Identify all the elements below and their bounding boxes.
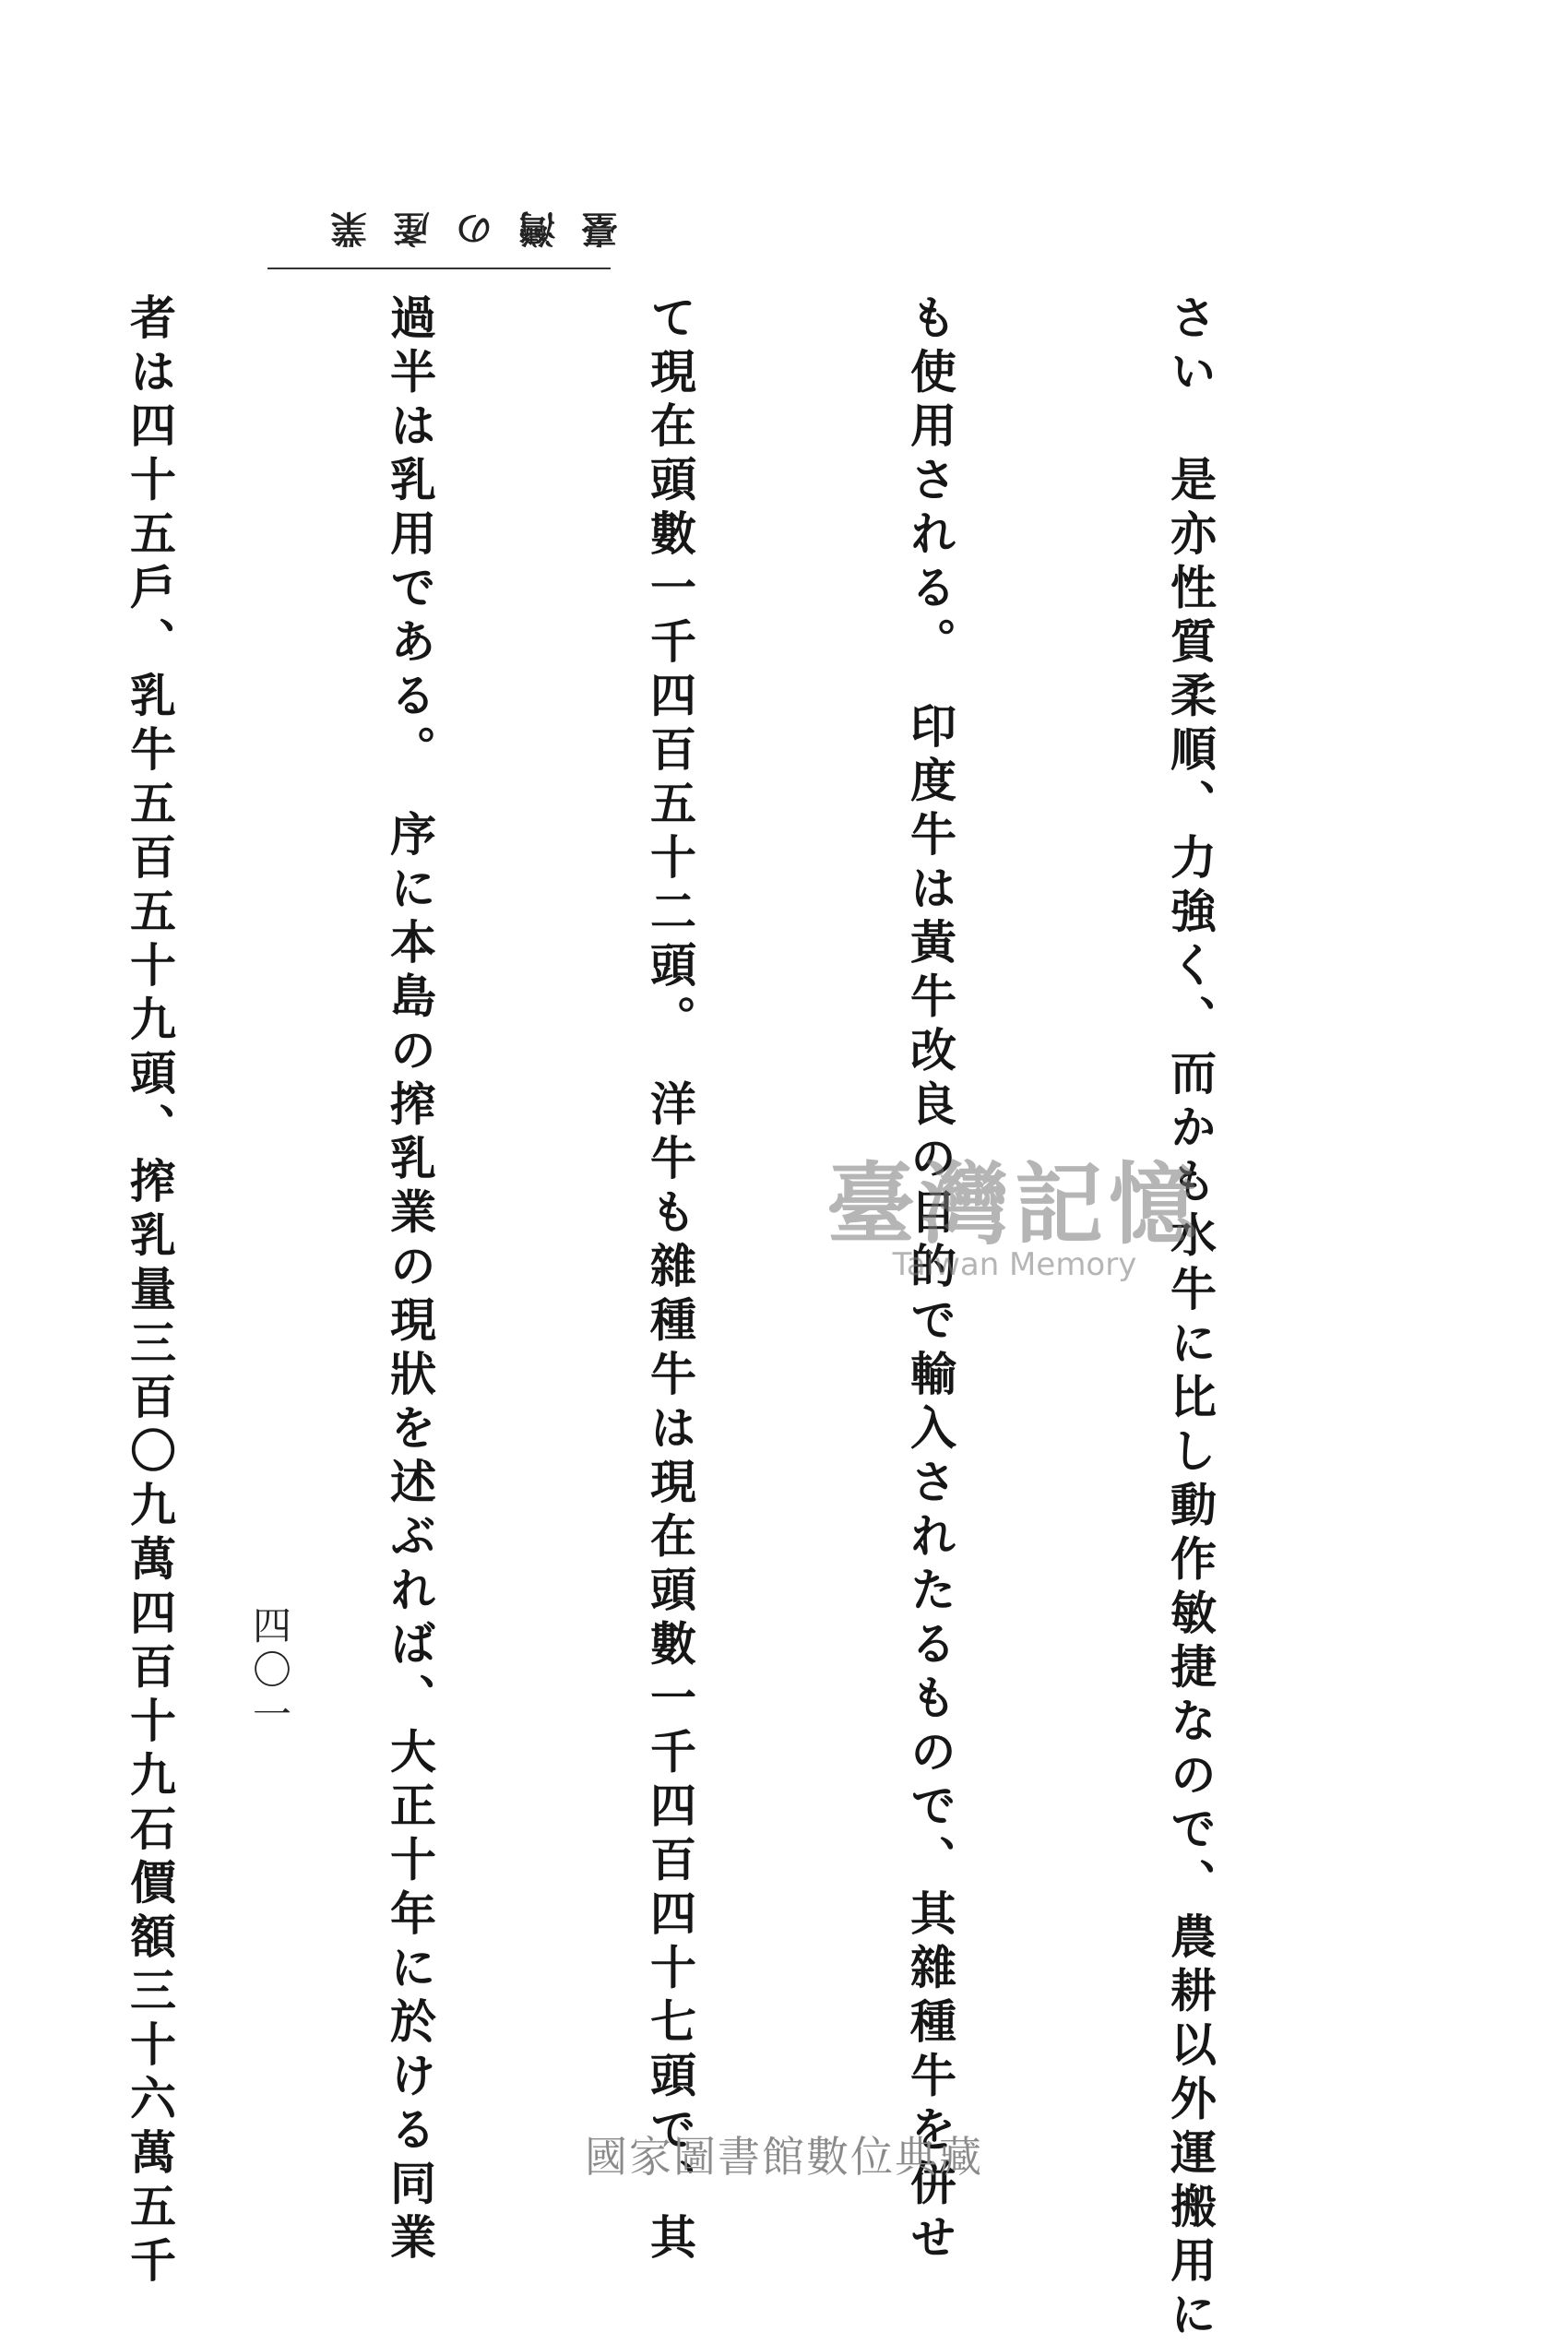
header-rule — [267, 268, 611, 269]
page-number: 四〇一 — [247, 1605, 292, 1738]
watermark-logo — [784, 1135, 1245, 1283]
text-line-5: 者は四十五戶、乳牛五百五十九頭、搾乳量三百〇九萬四百十九石價額三十六萬五千 — [123, 293, 177, 2290]
text-line-3: て現在頭數一千四百五十二頭。 洋牛も雜種牛は現在頭數一千四百四十七頭で、其 — [643, 293, 697, 2267]
watermark-title: 臺灣記憶 — [826, 1152, 1203, 1256]
watermark-subtitle: Taiwan Memory — [892, 1246, 1137, 1283]
text-line-2: も使用される。 印度牛は黃牛改良の目的で輸入されたるもので、其雜種牛を併せ — [903, 293, 957, 2267]
footer-credit: 國家圖書館數位典藏 — [585, 2132, 983, 2182]
text-line-4: 過半は乳用である。 序に本島の搾乳業の現狀を述ぶれば、大正十年に於ける同業 — [383, 293, 437, 2267]
text-line-1: さい 是亦性質柔順、力強く、而かも水牛に比し動作敏捷なので、農耕以外運搬用に — [1163, 293, 1218, 2344]
running-header: 臺灣の產業 — [304, 207, 618, 250]
